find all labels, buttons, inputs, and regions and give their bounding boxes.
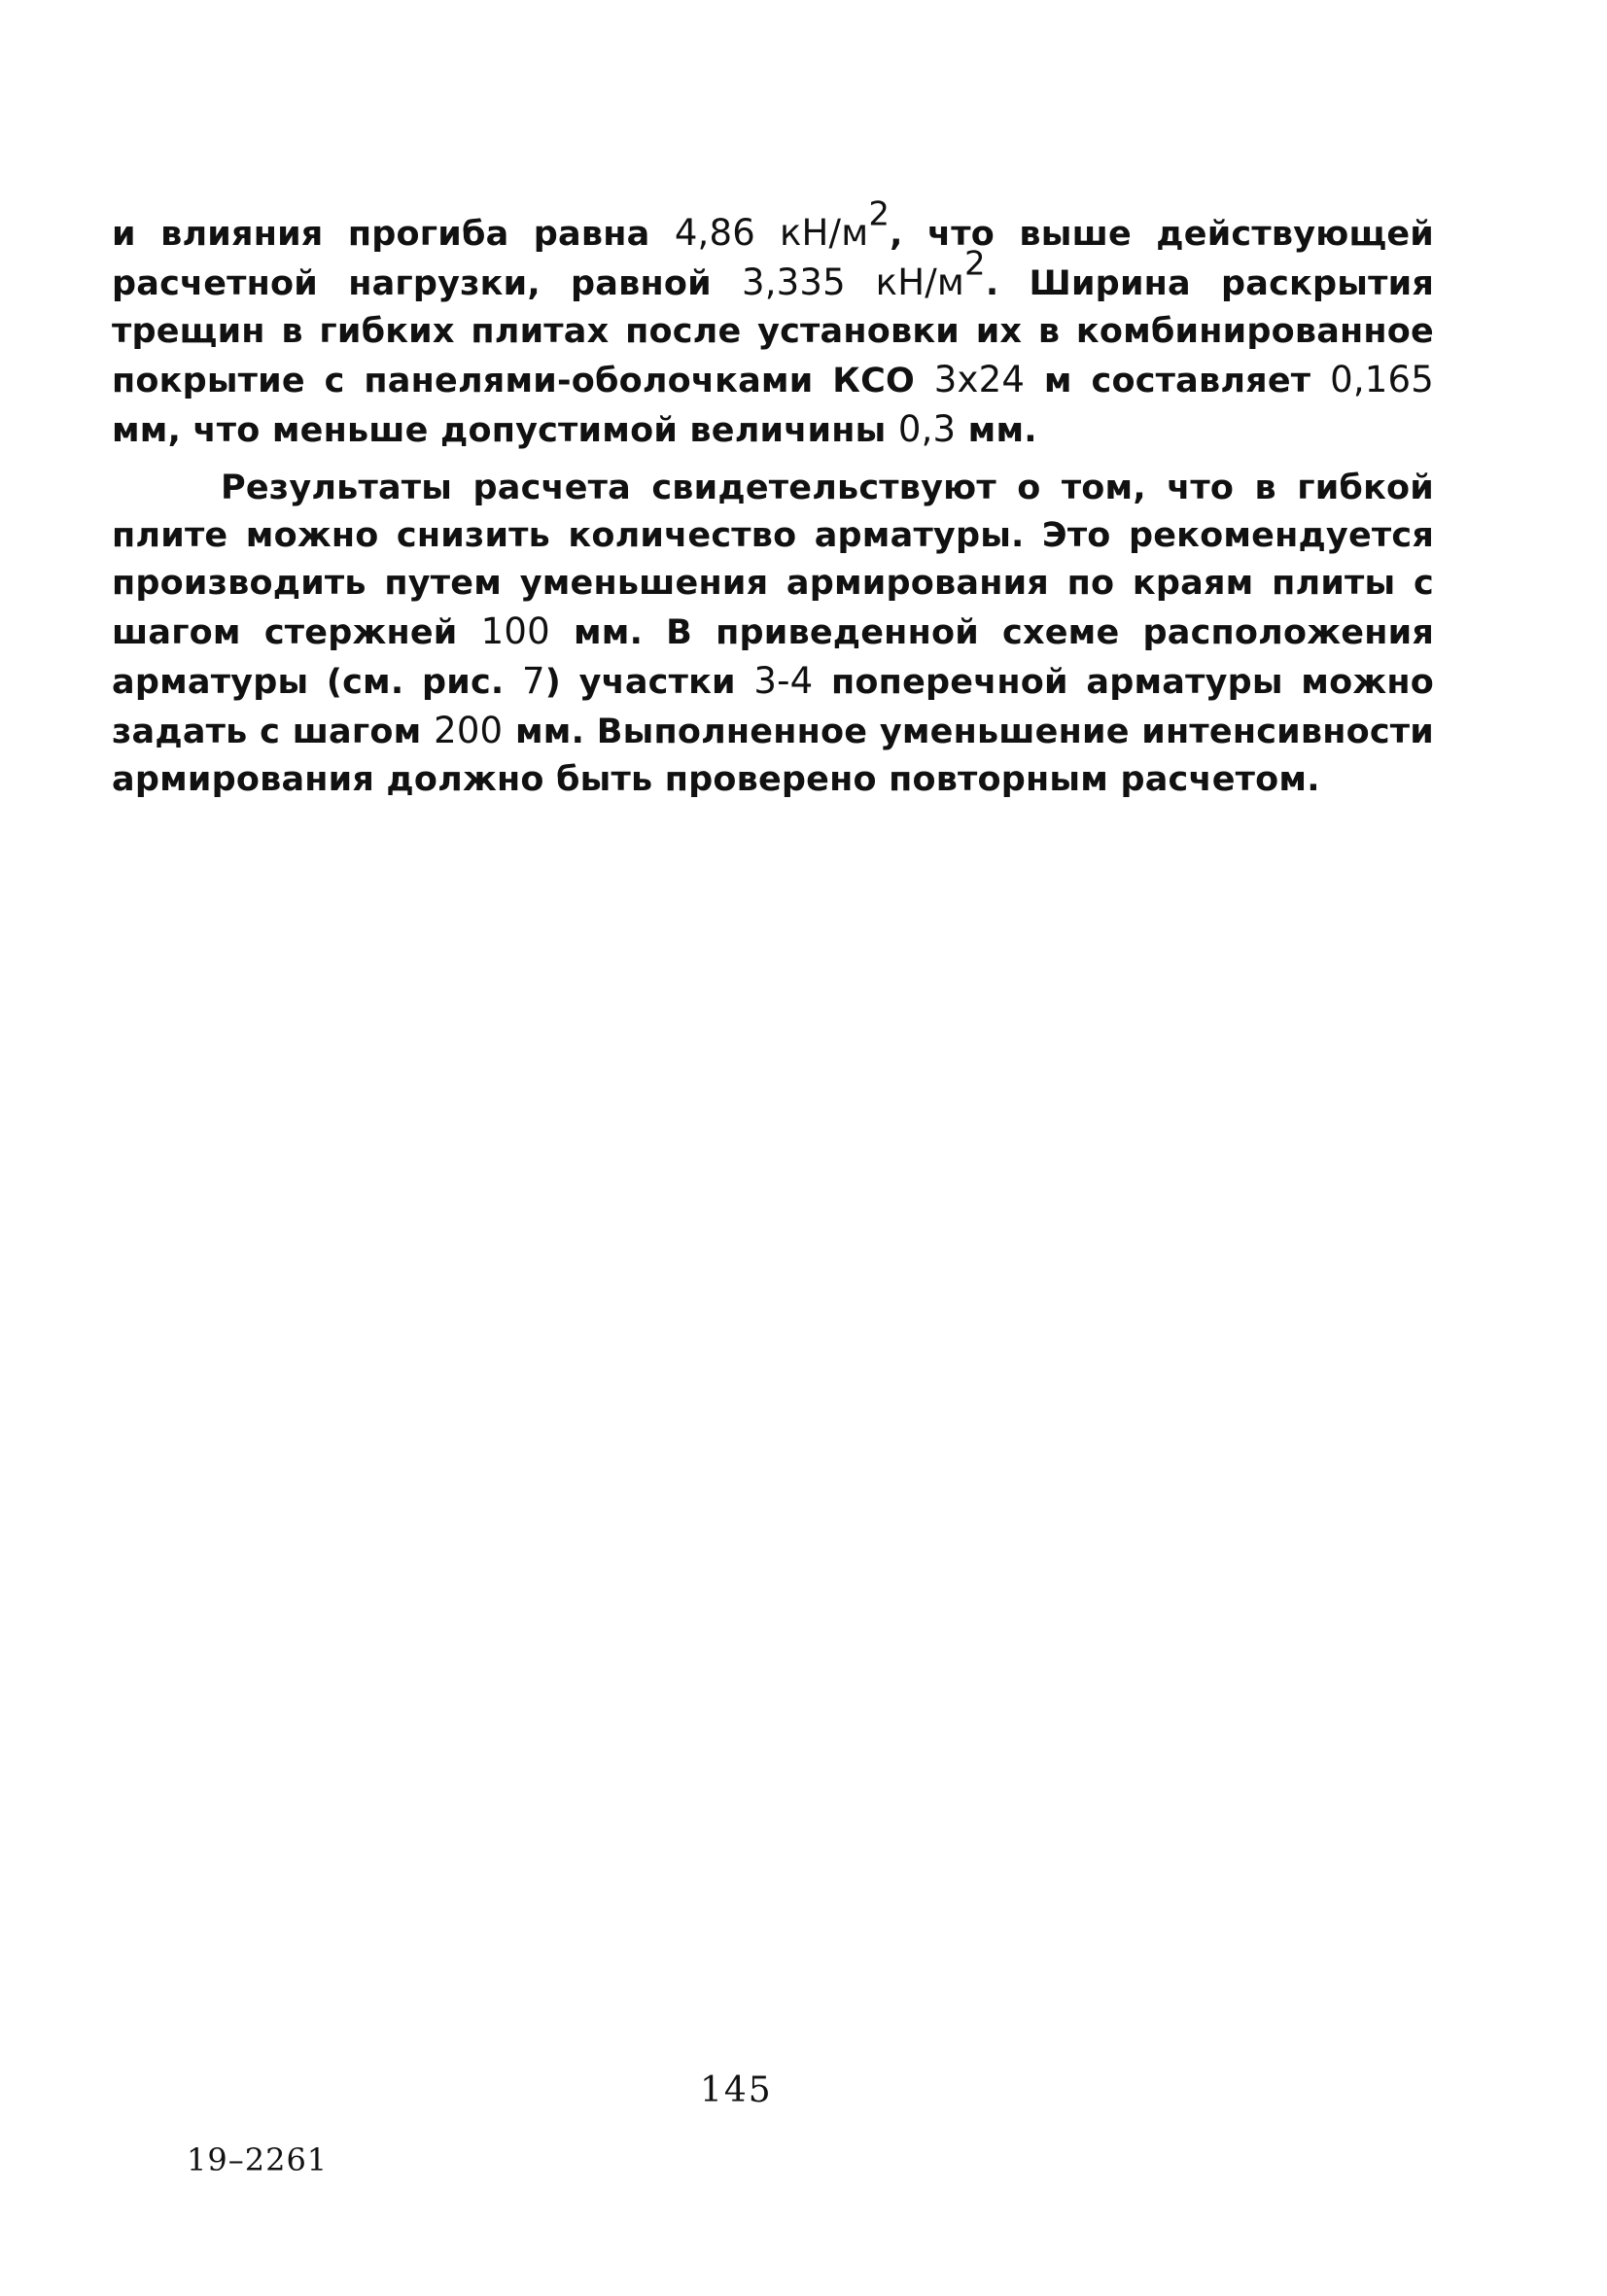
paragraph-1 bbox=[112, 194, 1435, 455]
paragraph-2 bbox=[112, 465, 1434, 804]
unit: кН/м bbox=[755, 212, 869, 254]
body-text bbox=[112, 194, 1435, 804]
number: 0,165 bbox=[1330, 359, 1435, 400]
number: 7 bbox=[522, 660, 545, 702]
text-run: мм. В приведенной схеме расположения арматуры (см. рис. bbox=[112, 613, 1434, 702]
unit: кН/м bbox=[845, 261, 965, 303]
superscript: 2 bbox=[964, 244, 986, 284]
text-run: мм. Выполненное уменьшение интенсивности армирования должно быть проверено повторным расчетом. bbox=[112, 713, 1435, 799]
superscript: 2 bbox=[868, 194, 891, 234]
page-number: 145 bbox=[700, 2070, 773, 2110]
text-run: м составляет bbox=[1025, 362, 1331, 400]
number: 3,335 bbox=[741, 261, 846, 303]
text-run: поперечной арматуры можно задать с шагом bbox=[112, 663, 1435, 751]
number: 3-4 bbox=[753, 660, 814, 702]
text-run: мм. bbox=[956, 411, 1037, 450]
text-run: ) участки bbox=[544, 663, 754, 702]
text-run: мм, что меньше допустимой величины bbox=[112, 411, 898, 450]
number: 4,86 bbox=[674, 212, 755, 254]
number: 3х24 bbox=[933, 359, 1026, 400]
number: 200 bbox=[434, 710, 504, 751]
text-run: и влияния прогиба равна bbox=[112, 215, 675, 254]
document-code: 19–2261 bbox=[187, 2141, 329, 2178]
number: 0,3 bbox=[897, 408, 957, 450]
text-run: . Ширина раскрытия трещин в гибких плитах после установки их в комбинированное покрытие с панелями-оболочками КСО bbox=[112, 264, 1434, 400]
text-run: , что выше действующей расчетной нагрузки, равной bbox=[112, 215, 1435, 303]
number: 100 bbox=[480, 610, 550, 652]
text-run: Результаты расчета свидетельствуют о том, что в гибкой плите можно снизить количество арматуры. Это рекомендуется производить путем уменьшения армирования по краям плиты с шагом стержней bbox=[112, 469, 1434, 652]
